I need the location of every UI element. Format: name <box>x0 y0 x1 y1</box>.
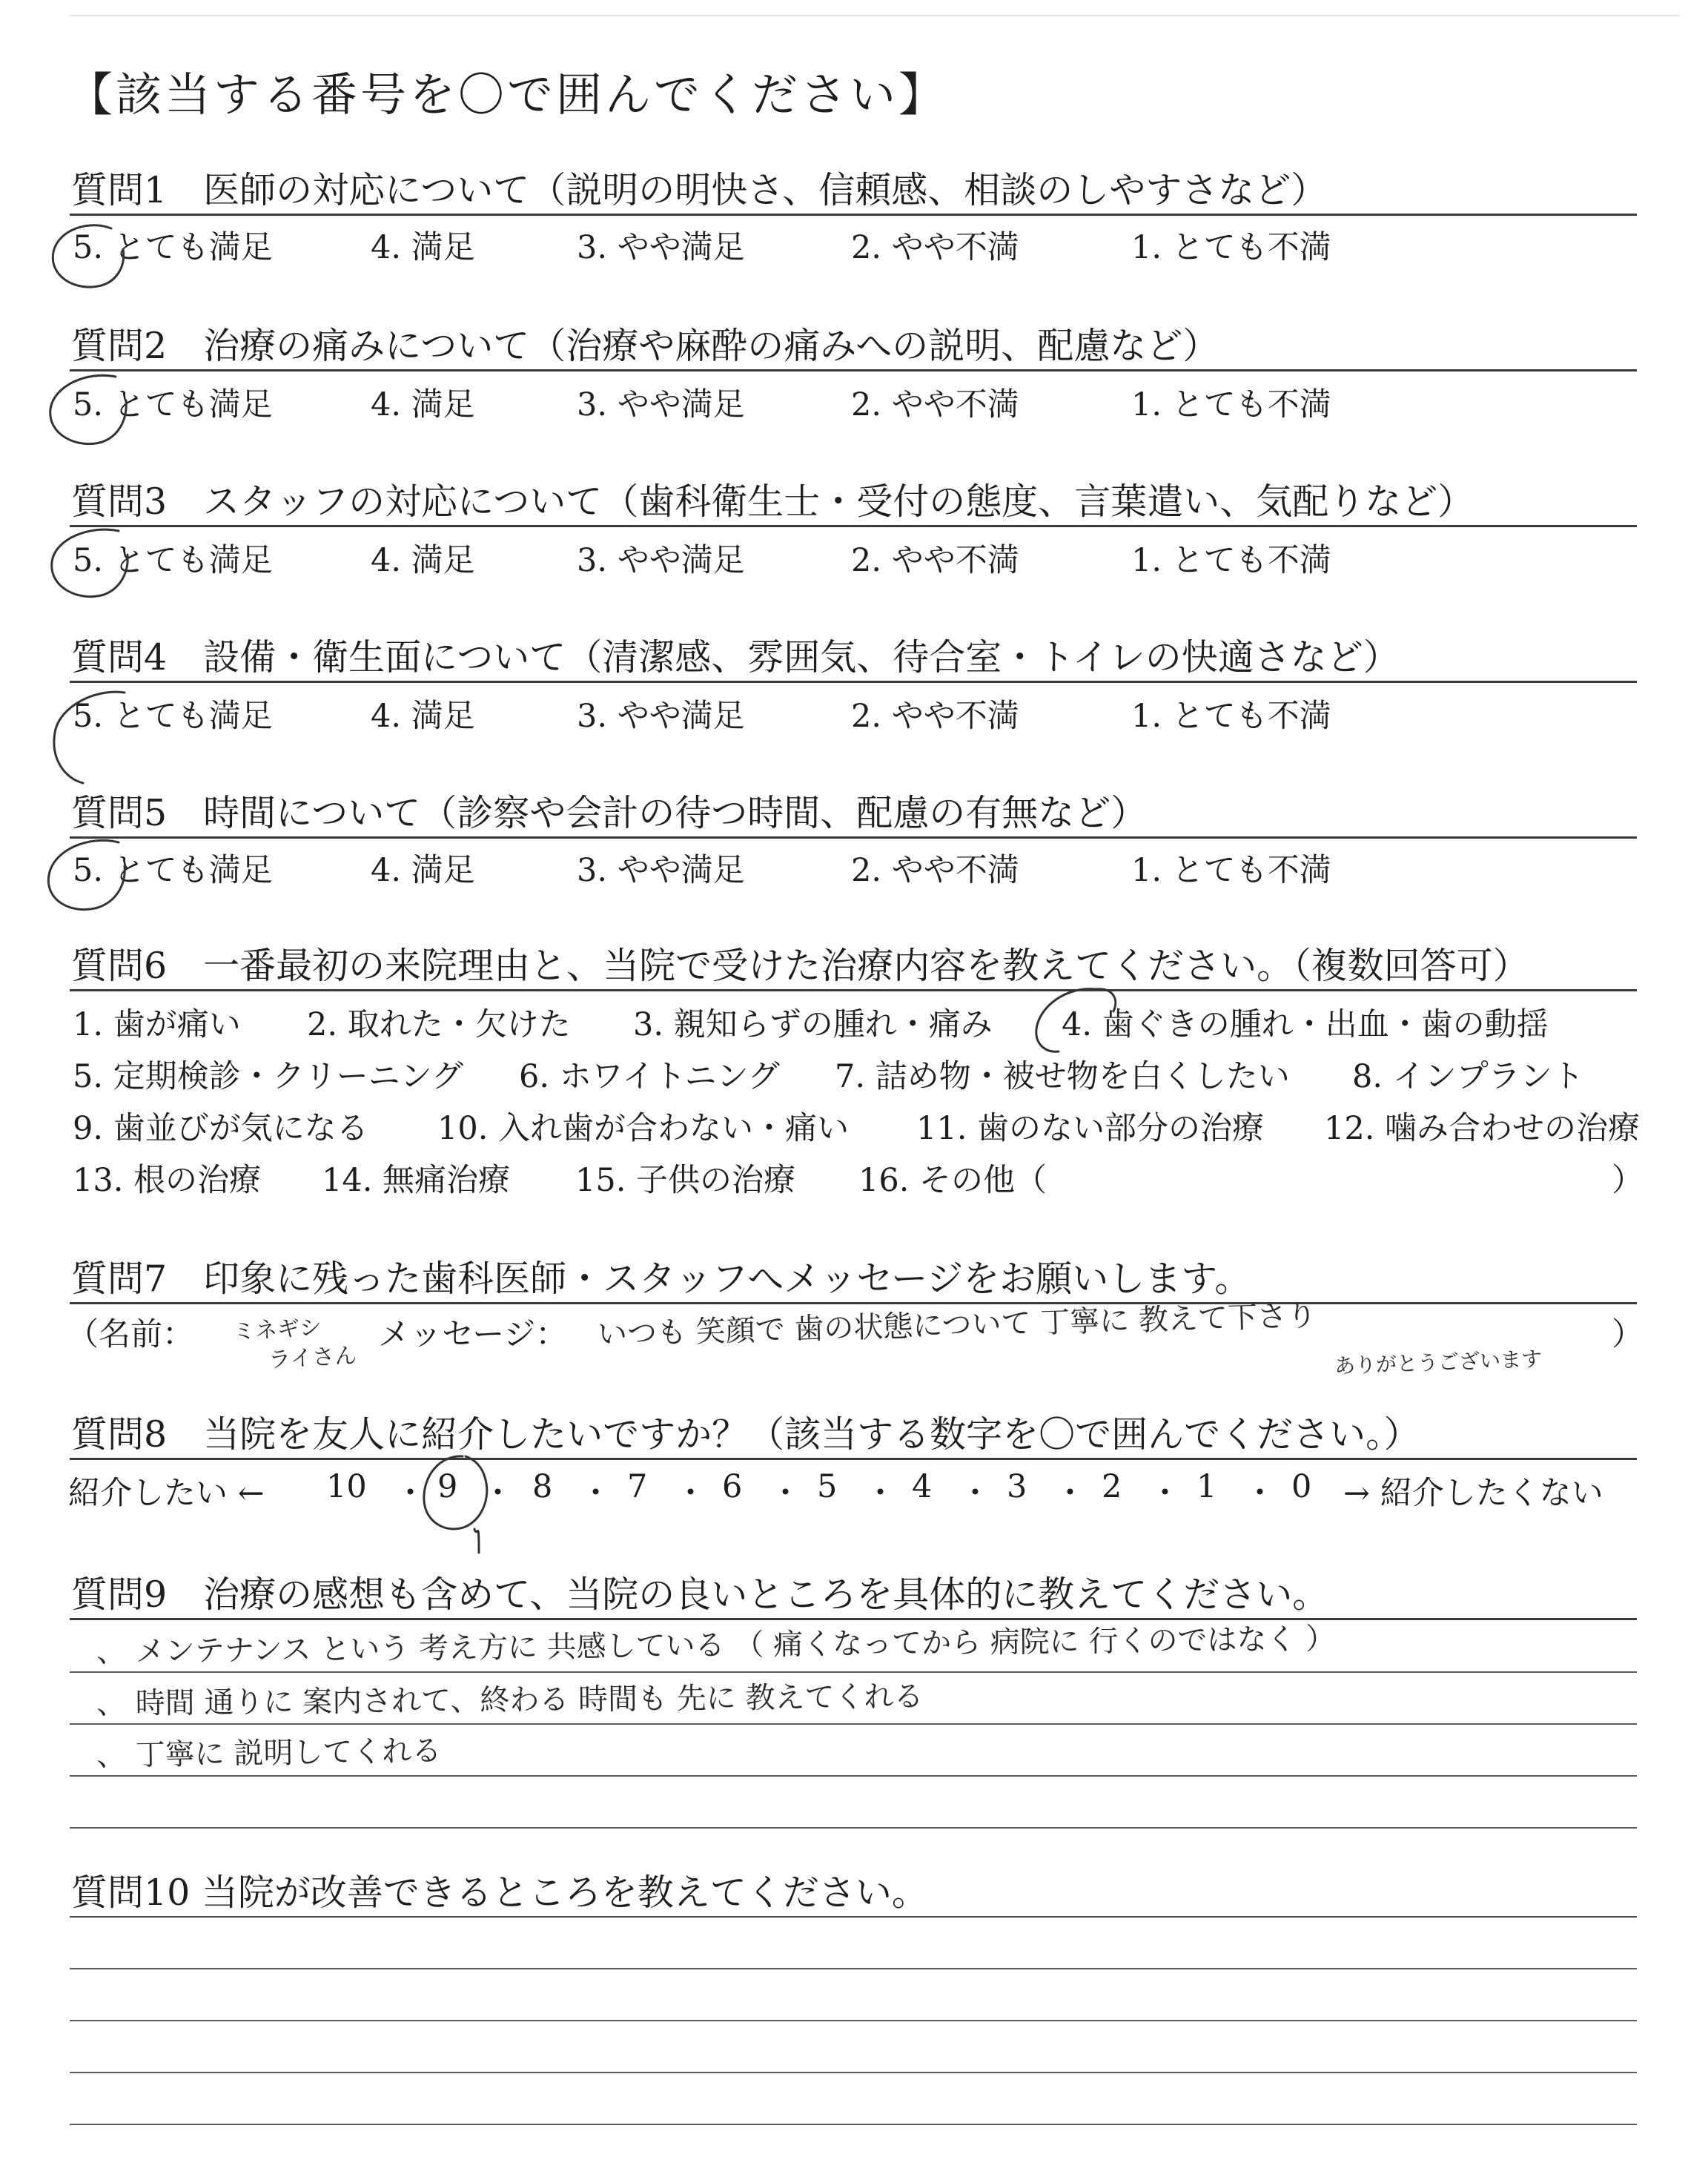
q3-option-4[interactable]: 4. 満足 <box>371 542 475 579</box>
q8-number-9[interactable]: 9 <box>437 1468 458 1505</box>
q8-separator: ・ <box>1244 1475 1276 1512</box>
page-title: 【該当する番号を〇で囲んでください】 <box>67 67 948 122</box>
q8-number-4[interactable]: 4 <box>912 1468 933 1505</box>
q8-separator: ・ <box>580 1475 612 1512</box>
q7-message-handwritten-line2: ありがとうございます <box>1334 1347 1543 1378</box>
q7-close-paren: ） <box>1612 1316 1644 1353</box>
q6-option-16[interactable]: 16. その他（ <box>858 1162 1047 1199</box>
q9-handwritten-answer-line1: 、 メンテナンス という 考え方に 共感している （ 痛くなってから 病院に 行くのではなく ） <box>96 1622 1336 1669</box>
q6-option-11[interactable]: 11. 歯のない部分の治療 <box>916 1110 1265 1147</box>
q6-option-13[interactable]: 13. 根の治療 <box>73 1162 262 1199</box>
question-3-heading: 質問3 スタッフの対応について（歯科衛生士・受付の態度、言葉遣い、気配りなど） <box>71 480 1474 523</box>
q1-option-3[interactable]: 3. やや満足 <box>577 229 745 266</box>
q3-option-5[interactable]: 5. とても満足 <box>73 542 273 579</box>
q2-option-3[interactable]: 3. やや満足 <box>577 386 745 423</box>
q6-option-6[interactable]: 6. ホワイトニング <box>519 1058 780 1095</box>
q7-name-label: （名前： <box>67 1316 194 1353</box>
question-6-heading: 質問6 一番最初の来院理由と、当院で受けた治療内容を教えてください。（複数回答可） <box>71 945 1529 987</box>
q8-number-5[interactable]: 5 <box>817 1468 838 1505</box>
q9-answer-line <box>70 1671 1637 1673</box>
top-edge-line <box>70 15 1679 16</box>
q6-option-5[interactable]: 5. 定期検診・クリーニング <box>73 1058 463 1095</box>
q6-option-2[interactable]: 2. 取れた・欠けた <box>307 1006 571 1043</box>
q10-answer-line <box>70 2072 1637 2073</box>
q7-name-handwritten-line1: ミネギシ <box>232 1314 322 1346</box>
q5-option-3[interactable]: 3. やや満足 <box>577 852 745 889</box>
q1-option-4[interactable]: 4. 満足 <box>371 229 475 266</box>
q2-option-1[interactable]: 1. とても不満 <box>1131 386 1331 423</box>
q8-number-2[interactable]: 2 <box>1102 1468 1122 1505</box>
q6-option-12[interactable]: 12. 噛み合わせの治療 <box>1324 1110 1641 1147</box>
q5-option-5[interactable]: 5. とても満足 <box>73 852 273 889</box>
question-7-heading: 質問7 印象に残った歯科医師・スタッフへメッセージをお願いします。 <box>71 1258 1251 1300</box>
q1-option-5[interactable]: 5. とても満足 <box>73 229 273 266</box>
question-9-heading: 質問9 治療の感想も含めて、当院の良いところを具体的に教えてください。 <box>71 1573 1329 1616</box>
q6-option-4[interactable]: 4. 歯ぐきの腫れ・出血・歯の動揺 <box>1062 1006 1549 1043</box>
q8-right-label: → 紹介したくない <box>1343 1475 1603 1512</box>
q9-answer-line <box>70 1775 1637 1777</box>
q8-separator: ・ <box>1054 1475 1086 1512</box>
question-5-heading: 質問5 時間について（診察や会計の待つ時間、配慮の有無など） <box>71 792 1148 834</box>
q6-other-close-paren: ） <box>1612 1162 1644 1199</box>
q8-separator: ・ <box>675 1475 706 1512</box>
q4-option-2[interactable]: 2. やや不満 <box>851 698 1019 735</box>
question-1-heading: 質問1 医師の対応について（説明の明快さ、信頼感、相談のしやすさなど） <box>71 169 1328 211</box>
q1-option-2[interactable]: 2. やや不満 <box>851 229 1019 266</box>
q2-option-4[interactable]: 4. 満足 <box>371 386 475 423</box>
q9-handwritten-answer-line3: 、 丁寧に 説明してくれる <box>96 1734 442 1773</box>
q7-message-handwritten-line1: いつも 笑顔で 歯の状態について 丁寧に 教えて下さり <box>597 1298 1317 1352</box>
q4-option-3[interactable]: 3. やや満足 <box>577 698 745 735</box>
q3-option-2[interactable]: 2. やや不満 <box>851 542 1019 579</box>
q2-option-2[interactable]: 2. やや不満 <box>851 386 1019 423</box>
q6-option-3[interactable]: 3. 親知らずの腫れ・痛み <box>633 1006 993 1043</box>
q9-handwritten-answer-line2: 、 時間 通りに 案内されて、終わる 時間も 先に 教えてくれる <box>96 1680 924 1721</box>
q10-answer-line <box>70 2020 1637 2021</box>
q9-answer-line <box>70 1827 1637 1829</box>
q8-number-10[interactable]: 10 <box>326 1468 367 1505</box>
q8-separator: ・ <box>769 1475 801 1512</box>
question-5-rule <box>70 836 1637 839</box>
q8-separator: ・ <box>1149 1475 1181 1512</box>
q10-answer-line <box>70 2124 1637 2125</box>
question-6-rule <box>70 989 1637 991</box>
q6-option-7[interactable]: 7. 詰め物・被せ物を白くしたい <box>835 1058 1290 1095</box>
q4-option-5[interactable]: 5. とても満足 <box>73 698 273 735</box>
q3-option-3[interactable]: 3. やや満足 <box>577 542 745 579</box>
q8-separator: ・ <box>394 1475 426 1512</box>
q8-number-1[interactable]: 1 <box>1196 1468 1217 1505</box>
question-1-rule <box>70 214 1637 216</box>
question-3-rule <box>70 525 1637 527</box>
q5-option-1[interactable]: 1. とても不満 <box>1131 852 1331 889</box>
q4-option-4[interactable]: 4. 満足 <box>371 698 475 735</box>
q6-option-9[interactable]: 9. 歯並びが気になる <box>73 1110 368 1147</box>
q6-option-10[interactable]: 10. 入れ歯が合わない・痛い <box>437 1110 850 1147</box>
question-10-heading: 質問10 当院が改善できるところを教えてください。 <box>71 1872 928 1914</box>
q9-answer-line <box>70 1723 1637 1725</box>
q8-number-6[interactable]: 6 <box>722 1468 743 1505</box>
q6-option-14[interactable]: 14. 無痛治療 <box>322 1162 511 1199</box>
q1-option-1[interactable]: 1. とても不満 <box>1131 229 1331 266</box>
q4-option-1[interactable]: 1. とても不満 <box>1131 698 1331 735</box>
q10-answer-line <box>70 1968 1637 1969</box>
question-10-rule <box>70 1916 1637 1918</box>
q8-number-3[interactable]: 3 <box>1007 1468 1027 1505</box>
question-4-rule <box>70 681 1637 683</box>
q8-number-8[interactable]: 8 <box>532 1468 553 1505</box>
question-8-rule <box>70 1458 1637 1460</box>
question-2-rule <box>70 369 1637 371</box>
q6-option-8[interactable]: 8. インプラント <box>1352 1058 1584 1095</box>
q8-separator: ・ <box>864 1475 896 1512</box>
q7-name-handwritten-line2: ライさん <box>268 1342 358 1374</box>
q6-option-1[interactable]: 1. 歯が痛い <box>73 1006 241 1043</box>
q7-message-label: メッセージ： <box>378 1316 568 1353</box>
q8-left-label: 紹介したい ← <box>68 1475 265 1512</box>
q2-option-5[interactable]: 5. とても満足 <box>73 386 273 423</box>
question-2-heading: 質問2 治療の痛みについて（治療や麻酔の痛みへの説明、配慮など） <box>71 325 1219 367</box>
q8-number-0[interactable]: 0 <box>1291 1468 1312 1505</box>
q8-number-7[interactable]: 7 <box>627 1468 648 1505</box>
q8-separator: ・ <box>482 1475 514 1512</box>
q5-option-2[interactable]: 2. やや不満 <box>851 852 1019 889</box>
q6-option-15[interactable]: 15. 子供の治療 <box>575 1162 796 1199</box>
q5-option-4[interactable]: 4. 満足 <box>371 852 475 889</box>
q8-separator: ・ <box>959 1475 991 1512</box>
question-4-heading: 質問4 設備・衛生面について（清潔感、雰囲気、待合室・トイレの快適さなど） <box>71 636 1400 678</box>
question-8-heading: 質問8 当院を友人に紹介したいですか？（該当する数字を〇で囲んでください。） <box>71 1413 1420 1456</box>
q3-option-1[interactable]: 1. とても不満 <box>1131 542 1331 579</box>
